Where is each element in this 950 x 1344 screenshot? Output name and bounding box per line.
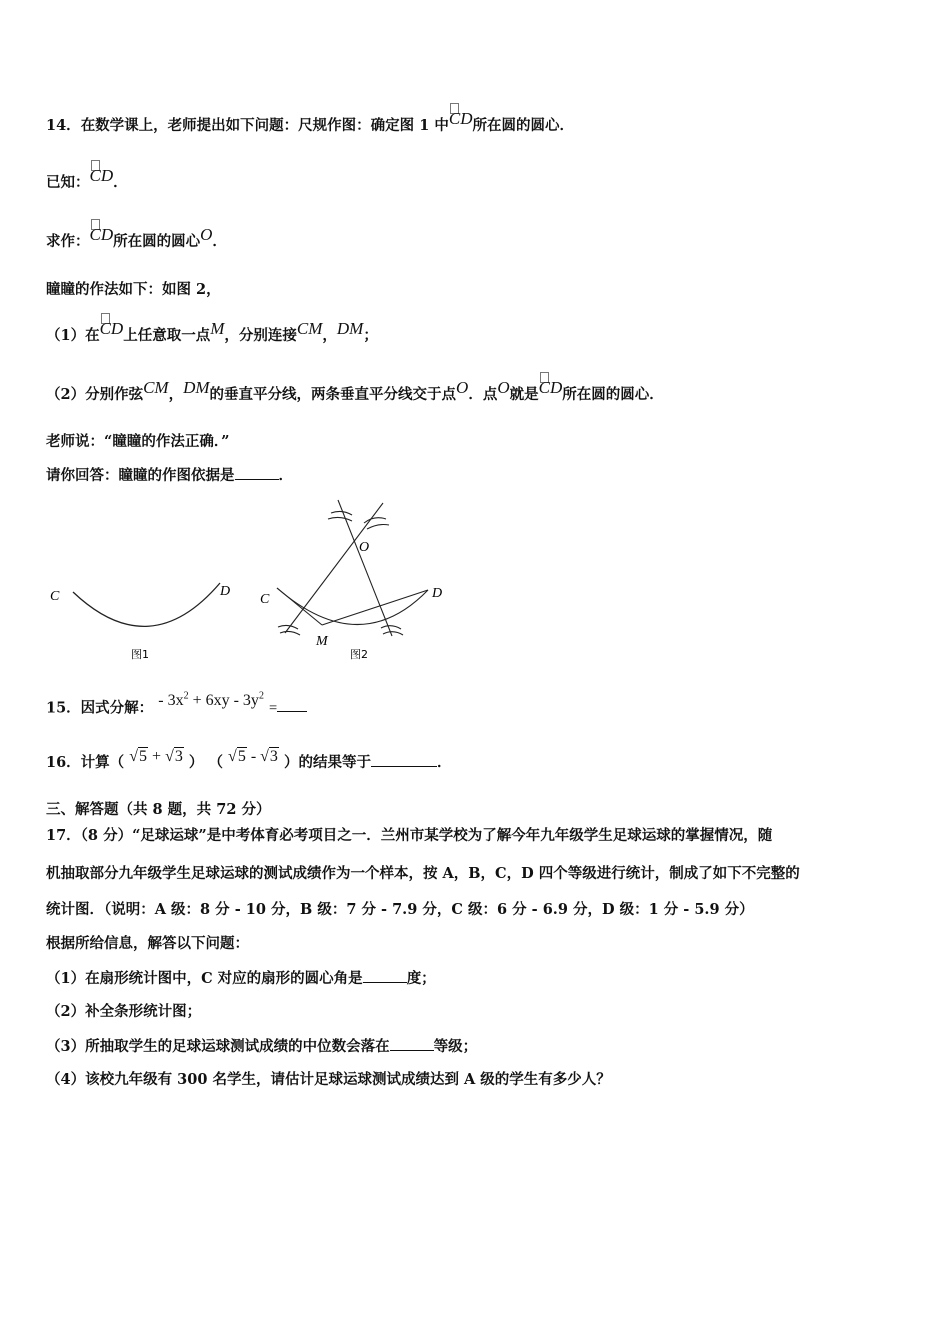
fig1-caption: 图1: [131, 648, 149, 661]
q17-line4: 根据所给信息，解答以下问题：: [46, 935, 249, 952]
arc-cd-symbol: CD: [449, 115, 473, 136]
q15-expression: - $3x^2 + 6xy - 3y^2$: [158, 691, 264, 710]
section-heading: 三、解答题（共 8 题，共 72 分）: [46, 801, 271, 818]
q16-diff: √5 - √3: [228, 748, 278, 765]
construction-arc-bottom-right: [381, 626, 403, 635]
q14-figures: [40, 495, 470, 670]
fig1-arc: [73, 583, 220, 626]
q17-part2: （2）补全条形统计图；: [46, 1003, 202, 1020]
fig2-label-c: C: [260, 592, 270, 607]
q14-teacher: 老师说：“瞳瞳的作法正确．”: [46, 433, 230, 450]
figure-2: [277, 500, 428, 636]
q17-line1: 17．（8 分）“足球运球”是中考体育必考项目之一．兰州市某学校为了解今年九年级学生足球运球的掌握情况，随: [46, 827, 773, 844]
q17-part1: （1）在扇形统计图中，C 对应的扇形的圆心角是 度；: [46, 970, 436, 987]
q15: 15．因式分解： - $3x^2 + 6xy - 3y^2$ =: [46, 694, 307, 718]
q16: 16．计算（ √5 + √3 ） （ √5 - √3 ）的结果等于 ．: [46, 748, 452, 771]
arc-cd-symbol: CD: [539, 384, 563, 405]
q17-part3: （3）所抽取学生的足球运球测试成绩的中位数会落在 等级；: [46, 1038, 478, 1055]
figure-2-labels: [260, 540, 442, 661]
answer-blank: [235, 465, 279, 480]
q16-sum: √5 + √3: [129, 748, 183, 765]
fig1-label-c: C: [50, 589, 60, 604]
q17-part4: （4）该校九年级有 300 名学生，请估计足球运球测试成绩达到 A 级的学生有多少人？: [46, 1071, 611, 1088]
fig2-label-d: D: [432, 586, 443, 601]
fig2-label-o: O: [359, 540, 370, 555]
perp-bisector-cm: [285, 503, 383, 633]
fig1-label-d: D: [220, 584, 231, 599]
fig2-caption: 图2: [350, 648, 368, 661]
chord-dm: [322, 590, 428, 625]
q14-ask: 请你回答：瞳瞳的作图依据是 ．: [46, 467, 293, 484]
arc-cd-symbol: CD: [90, 172, 114, 193]
figure-1: [50, 583, 230, 661]
q14-step2: （2）分别作弦CM，DM的垂直平分线，两条垂直平分线交于点O．点O就是 CD所在圆的圆心．: [46, 384, 664, 405]
q17-line2: 机抽取部分九年级学生足球运球的测试成绩作为一个样本，按 A，B，C，D 四个等级进行统计，制成了如下不完整的: [46, 865, 800, 882]
q14-step1: （1）在 CD上任意取一点M，分别连接CM，DM；: [46, 325, 378, 346]
construction-arc-top-left: [328, 511, 352, 521]
q14-given: 已知： CD．: [46, 172, 128, 193]
answer-blank: [277, 697, 307, 712]
q14-method: 瞳瞳的作法如下：如图 2，: [46, 281, 221, 298]
answer-blank: [363, 968, 407, 983]
arc-cd-symbol: CD: [100, 325, 124, 346]
perp-bisector-dm: [338, 500, 392, 636]
answer-blank: [371, 752, 437, 767]
fig2-label-m: M: [316, 634, 328, 649]
q17-line3: 统计图．（说明：A 级：8 分 - 10 分，B 级：7 分 - 7.9 分，C 级：6 分 - 6.9 分，D 级：1 分 - 5.9 分）: [46, 901, 754, 918]
q14-line1: 14．在数学课上，老师提出如下问题：尺规作图：确定图 1 中 CD所在圆的圆心．: [46, 115, 574, 136]
arc-cd-symbol: CD: [90, 231, 114, 252]
answer-blank: [390, 1036, 434, 1051]
q14-find: 求作： CD所在圆的圆心O．: [46, 231, 227, 252]
